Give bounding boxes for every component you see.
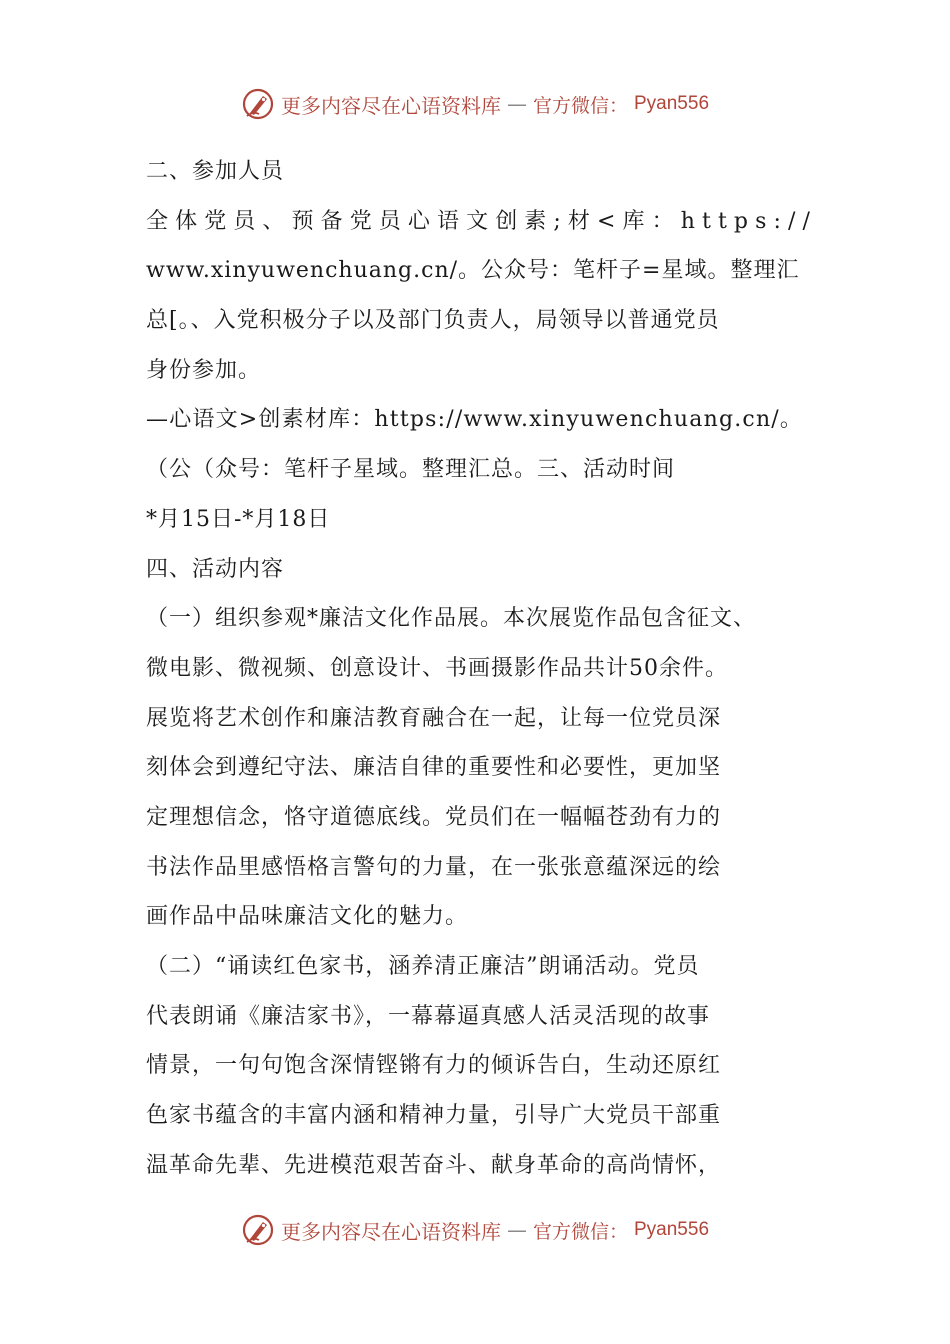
paragraph-line: www.xinyuwenchuang.cn/。公众号：笔杆子=星域。整理汇 xyxy=(146,258,800,284)
paragraph-line: （二）“诵读红色家书，涵养清正廉洁”朗诵活动。党员 xyxy=(146,954,700,979)
banner-separator: — xyxy=(506,92,527,116)
paragraph-line: 微电影、微视频、创意设计、书画摄影作品共计50余件。 xyxy=(146,655,728,681)
banner-main-text: 更多内容尽在心语资料库 xyxy=(280,93,501,118)
paragraph-line: 总[。、入党积极分子以及部门负责人，局领导以普通党员 xyxy=(146,308,720,334)
document-body xyxy=(146,147,818,1190)
pen-nib-logo-icon xyxy=(241,87,275,121)
banner-main-text: 更多内容尽在心语资料库 xyxy=(280,1219,501,1244)
paragraph-line: 身份参加。 xyxy=(146,357,262,383)
paragraph-line: 色家书蕴含的丰富内涵和精神力量，引导广大党员干部重 xyxy=(146,1103,722,1129)
paragraph-line: 温革命先辈、先进模范艰苦奋斗、献身革命的高尚情怀， xyxy=(146,1152,722,1178)
paragraph-line: 情景，一句句饱含深情铿锵有力的倾诉告白，生动还原红 xyxy=(146,1053,722,1079)
banner-label: 官方微信： xyxy=(532,1220,628,1243)
section-heading-content: 四、活动内容 xyxy=(146,556,285,582)
paragraph-line: 定理想信念，恪守道德底线。党员们在一幅幅苍劲有力的 xyxy=(146,804,722,830)
banner-wechat-id: Pyan556 xyxy=(634,1219,710,1240)
paragraph-line: 全体党员、预备党员心语文创素;材<库：https:// xyxy=(146,208,818,234)
paragraph-line: （公（众号：笔杆子星域。整理汇总。三、活动时间 xyxy=(146,457,676,483)
paragraph-line: —心语文>创素材库：https://www.xinyuwenchuang.cn/。 xyxy=(146,407,804,433)
header-watermark-banner xyxy=(0,84,950,124)
pen-nib-logo-icon xyxy=(241,1213,275,1247)
banner-separator: — xyxy=(506,1218,527,1242)
paragraph-line: 展览将艺术创作和廉洁教育融合在一起，让每一位党员深 xyxy=(146,705,722,731)
footer-watermark-banner xyxy=(0,1210,950,1250)
banner-wechat-id: Pyan556 xyxy=(634,93,710,114)
banner-label: 官方微信： xyxy=(532,94,628,117)
paragraph-line: 代表朗诵《廉洁家书》，一幕幕逼真感人活灵活现的故事 xyxy=(146,1003,711,1029)
paragraph-line: （一）组织参观*廉洁文化作品展。本次展览作品包含征文、 xyxy=(146,606,757,632)
paragraph-line: 书法作品里感悟格言警句的力量，在一张张意蕴深远的绘 xyxy=(146,854,722,880)
activity-date-line: *月15日-*月18日 xyxy=(146,506,331,532)
paragraph-line: 画作品中品味廉洁文化的魅力。 xyxy=(146,904,469,930)
section-heading-participants: 二、参加人员 xyxy=(146,159,285,184)
paragraph-line: 刻体会到遵纪守法、廉洁自律的重要性和必要性，更加坚 xyxy=(146,755,722,781)
